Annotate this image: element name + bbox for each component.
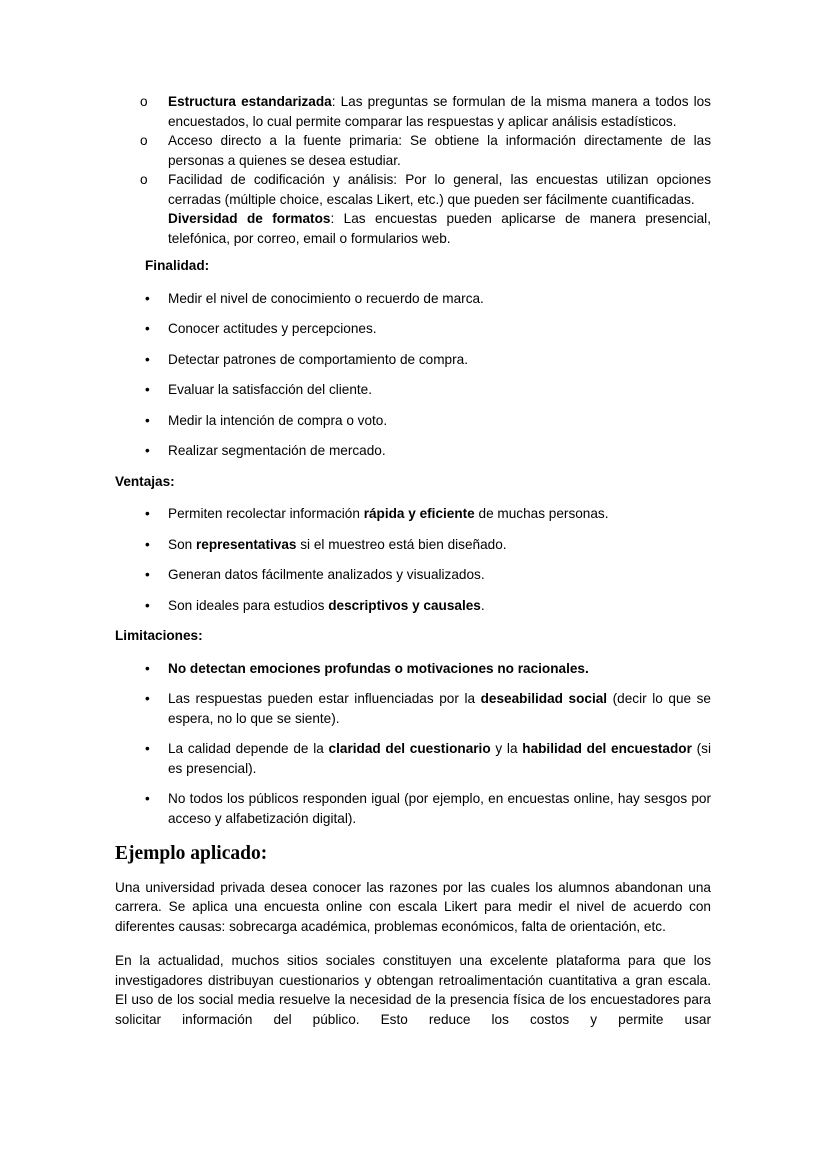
- dot-bullet-icon: •: [145, 741, 150, 756]
- list-item: [115, 131, 711, 170]
- list-item-text: Las respuestas pueden estar influenciadas por la deseabilidad social (decir lo que se espera, no lo que se siente).: [168, 691, 711, 726]
- list-item-text: No todos los públicos responden igual (por ejemplo, en encuestas online, hay sesgos por acceso y alfabetización digital).: [168, 791, 711, 826]
- finalidad-list: [115, 289, 711, 461]
- list-item-text: Acceso directo a la fuente primaria: Se obtiene la información directamente de las personas a quienes se desea estudiar.: [168, 133, 711, 168]
- list-item: [115, 289, 711, 309]
- circle-bullet-icon: o: [140, 94, 148, 109]
- limitaciones-list: [115, 659, 711, 829]
- features-list: [115, 92, 711, 248]
- dot-bullet-icon: •: [145, 290, 150, 306]
- dot-bullet-icon: •: [145, 791, 150, 806]
- list-item-text: Son representativas si el muestreo está bien diseñado.: [168, 536, 507, 552]
- list-item: [115, 565, 711, 585]
- list-item-text: Permiten recolectar información rápida y eficiente de muchas personas.: [168, 506, 609, 521]
- list-item: [115, 411, 711, 431]
- ventajas-heading: Ventajas:: [115, 473, 175, 489]
- list-item-text: Son ideales para estudios descriptivos y causales.: [168, 597, 485, 613]
- list-item: [115, 689, 711, 728]
- dot-bullet-icon: •: [145, 443, 150, 458]
- list-item-text: No detectan emociones profundas o motivaciones no racionales.: [168, 660, 589, 676]
- list-item: [115, 535, 711, 555]
- list-item-continuation: [115, 209, 711, 248]
- dot-bullet-icon: •: [145, 321, 150, 336]
- list-item: [115, 659, 711, 679]
- list-item: [115, 92, 711, 131]
- list-item-text: Medir la intención de compra o voto.: [168, 412, 388, 428]
- list-item-text: La calidad depende de la claridad del cuestionario y la habilidad del encuestador (si es presencial).: [168, 741, 711, 776]
- list-item-text: Evaluar la satisfacción del cliente.: [168, 382, 373, 397]
- circle-bullet-icon: o: [140, 172, 148, 187]
- list-item: [115, 380, 711, 400]
- list-item-text: Detectar patrones de comportamiento de compra.: [168, 351, 468, 367]
- list-item: [115, 350, 711, 370]
- list-item-text: Diversidad de formatos: Las encuestas pueden aplicarse de manera presencial, telefónica, por correo, email o formularios web.: [168, 211, 711, 246]
- list-item: [115, 170, 711, 209]
- list-item: [115, 596, 711, 616]
- dot-bullet-icon: •: [145, 660, 150, 676]
- list-item: [115, 319, 711, 339]
- list-item-text: Realizar segmentación de mercado.: [168, 443, 386, 458]
- list-item: [115, 441, 711, 461]
- ejemplo-aplicado-heading: Ejemplo aplicado:: [115, 843, 268, 864]
- dot-bullet-icon: •: [145, 351, 150, 367]
- circle-bullet-icon: o: [140, 133, 148, 148]
- list-item-text: Estructura estandarizada: Las preguntas se formulan de la misma manera a todos los encuestados, lo cual permite comparar las respuestas y aplicar análisis estadísticos.: [168, 94, 711, 129]
- list-item-text: Medir el nivel de conocimiento o recuerdo de marca.: [168, 290, 484, 306]
- dot-bullet-icon: •: [145, 597, 150, 613]
- dot-bullet-icon: •: [145, 412, 150, 428]
- dot-bullet-icon: •: [145, 506, 150, 521]
- dot-bullet-icon: •: [145, 382, 150, 397]
- list-item-text: Facilidad de codificación y análisis: Por lo general, las encuestas utilizan opciones cerradas (múltiple choice, escalas Likert, etc.) que pueden ser fácilmente cuantificadas.: [168, 172, 711, 207]
- list-item-text: Generan datos fácilmente analizados y visualizados.: [168, 567, 485, 582]
- list-item: [115, 789, 711, 828]
- example-paragraph: Una universidad privada desea conocer las razones por las cuales los alumnos abandonan una carrera. Se aplica una encuesta online con escala Likert para medir el nivel de acuerdo con diferentes causas: sobrecarga académica, problemas económicos, falta de orientación, etc.: [115, 879, 711, 934]
- dot-bullet-icon: •: [145, 567, 150, 582]
- ventajas-list: [115, 504, 711, 615]
- dot-bullet-icon: •: [145, 536, 150, 552]
- dot-bullet-icon: •: [145, 691, 150, 706]
- social-media-paragraph: En la actualidad, muchos sitios sociales constituyen una excelente plataforma para que los investigadores distribuyan cuestionarios y obtengan retroalimentación cuantitativa a gran escala. El uso de los social media resuelve la necesidad de la presencia física de los encuestadores para solicitar información del público. Esto reduce los costos y permite usar: [115, 953, 711, 1027]
- list-item-text: Conocer actitudes y percepciones.: [168, 321, 377, 336]
- finalidad-heading: Finalidad:: [145, 258, 210, 273]
- limitaciones-heading: Limitaciones:: [115, 628, 203, 643]
- list-item: [115, 739, 711, 778]
- list-item: [115, 504, 711, 524]
